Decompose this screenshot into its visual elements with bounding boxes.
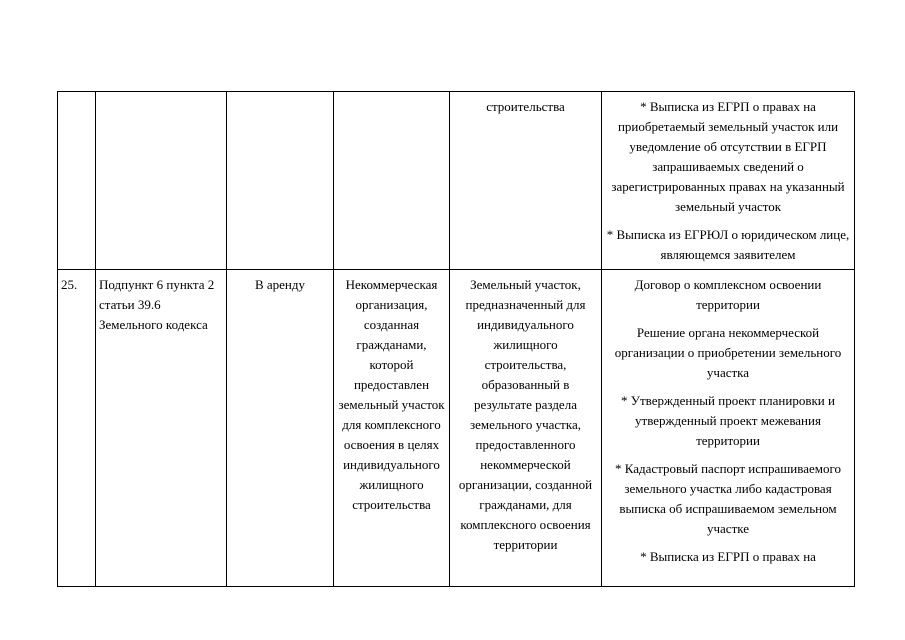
right-type-cell: В аренду (227, 270, 334, 587)
row-number-cell: 25. (58, 270, 96, 587)
applicant-cell: Некоммерческая организация, созданная гражданами, которой предоставлен земельный участок для комплексного освоения в целях индивидуального жилищного строительства (334, 270, 450, 587)
document-item: Решение органа некоммерческой организации о приобретении земельного участка (614, 325, 842, 380)
document-item: * Выписка из ЕГРЮЛ о юридическом лице, являющемся заявителем (606, 227, 850, 262)
document-item: * Выписка из ЕГРП о правах на (640, 549, 816, 564)
document-item: Договор о комплексном освоении территории (634, 277, 822, 312)
legal-basis-cell (96, 92, 227, 270)
row-number-cell (58, 92, 96, 270)
applicant-cell (334, 92, 450, 270)
legal-basis-cell: Подпункт 6 пункта 2 статьи 39.6 Земельного кодекса (96, 270, 227, 587)
documents-cell (602, 92, 855, 270)
table-row (58, 270, 855, 587)
document-item: * Кадастровый паспорт испрашиваемого земельного участка либо кадастровая выписка об испрашиваемом земельном участке (615, 461, 841, 536)
land-plot-cell: Земельный участок, предназначенный для индивидуального жилищного строительства, образованный в результате раздела земельного участка, предоставленного некоммерческой организации, созданной гражданами, для комплексного освоения территории (450, 270, 602, 587)
documents-cell (602, 270, 855, 587)
document-item: * Выписка из ЕГРП о правах на приобретаемый земельный участок или уведомление об отсутствии в ЕГРП запрашиваемых сведений о зарегистрированных правах на указанный земельный участок (611, 99, 845, 214)
document-item: * Утвержденный проект планировки и утвержденный проект межевания территории (621, 393, 835, 448)
documents-table (57, 91, 855, 587)
land-plot-cell: строительства (450, 92, 602, 270)
right-type-cell (227, 92, 334, 270)
table-row (58, 92, 855, 270)
